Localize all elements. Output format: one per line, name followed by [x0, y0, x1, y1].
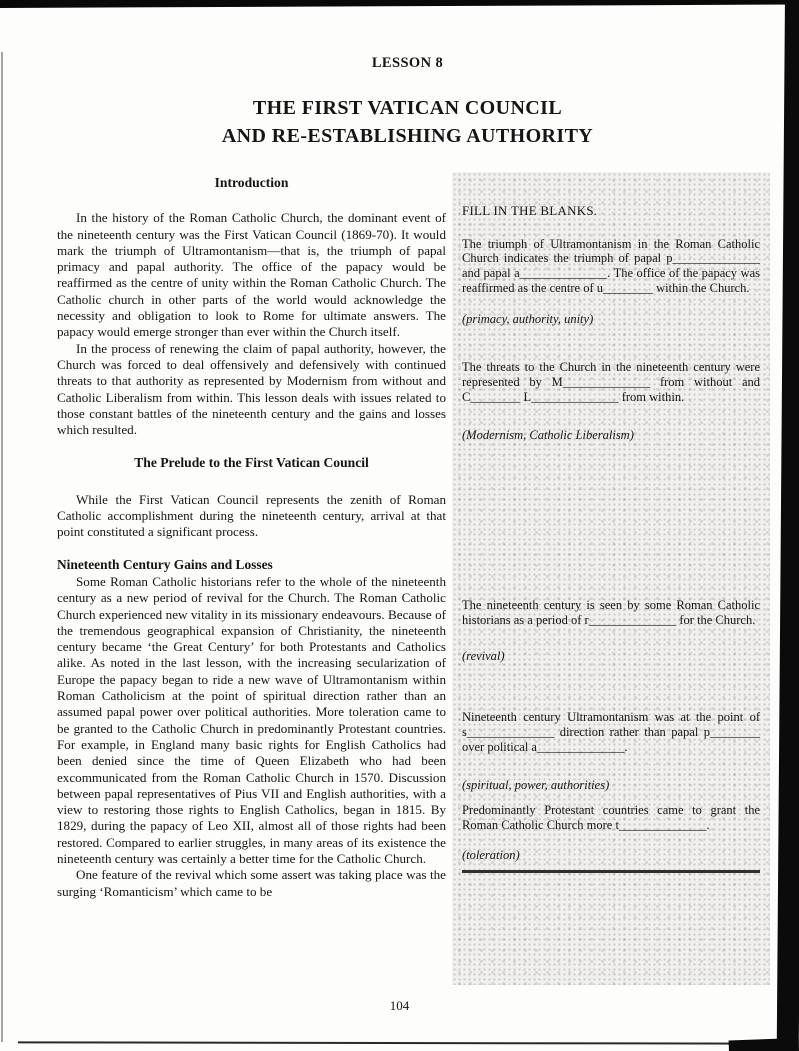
scan-edge-left [1, 52, 3, 1042]
page-title [45, 94, 770, 150]
page-title-line1: THE FIRST VATICAN COUNCIL [252, 97, 563, 119]
introduction-paragraph-2: In the process of renewing the claim of papal authority, however, the Church was forced to deal offensively and defensively with continued threats to that authority as represented by Modernism from without and Catholic Liberalism from within. This lesson deals with issues related to those constant battles of the nineteenth century and the gains and losses which resulted. [57, 340, 446, 438]
fill-in-the-blanks-box [452, 172, 770, 985]
page-header [45, 55, 770, 150]
exercise-2-answers: (Modernism, Catholic Liberalism) [462, 428, 634, 443]
exercise-1-answers: (primacy, authority, unity) [462, 311, 594, 326]
exercise-5-answers: (toleration) [462, 848, 520, 863]
exercise-4-text: Nineteenth century Ultramontanism was at the point of s______________ direction rather than papal p________ over political a______________. [462, 710, 760, 754]
body-text-column [57, 175, 446, 900]
exercise-1-text: The triumph of Ultramontanism in the Roman Catholic Church indicates the triumph of papal p______________ and papal a______________. The office of the papacy was reaffirmed as the centre of u________ within the Church. [462, 236, 760, 295]
exercise-3-answers: (revival) [462, 649, 505, 664]
page-number: 104 [389, 998, 410, 1013]
fill-in-the-blanks-heading: FILL IN THE BLANKS. [462, 204, 598, 218]
exercise-3-text: The nineteenth century is seen by some Roman Catholic historians as a period of r______________ for the Church. [462, 598, 760, 627]
prelude-paragraph: While the First Vatican Council represents the zenith of Roman Catholic accomplishment during the nineteenth century, arrival at that point constituted a significant process. [57, 491, 446, 540]
introduction-heading: Introduction [214, 175, 289, 190]
scan-edge-bottom [18, 1041, 776, 1044]
lesson-label: LESSON 8 [371, 55, 444, 71]
exercise-2-text: The threats to the Church in the nineteenth century were represented by M______________ from without and C________ L______________ from within. [462, 360, 760, 404]
gains-losses-heading: Nineteenth Century Gains and Losses [57, 556, 273, 572]
scan-edge-right [777, 0, 799, 1051]
exercise-divider-rule [462, 870, 760, 873]
exercise-4-answers: (spiritual, power, authorities) [462, 778, 610, 793]
scan-edge-bottom-right [729, 1038, 799, 1051]
page-title-line2: AND RE-ESTABLISHING AUTHORITY [221, 125, 594, 147]
gains-losses-paragraph: Some Roman Catholic historians refer to the whole of the nineteenth century as a new period of revival for the Church. The Roman Catholic Church experienced new vitality in its missionary endeavours. Because of the tremendous geographical expansion of Christianity, the nineteenth century became ‘the Great Century’ for both Protestants and Catholics alike. As noted in the last lesson, with the increasing secularization of Europe the papacy began to ride a new wave of Ultramontanism within Roman Catholicism at the point of spiritual direction rather than an assumed papal power over political authorities. More toleration came to be granted to the Catholic Church in predominantly Protestant countries. For example, in England many basic rights for English Catholics had been denied since the time of Queen Elizabeth who had been excommunicated from the Roman Catholic Church in 1570. Discussion between papal representatives of Pius VII and English authorities, with a view to restoring those rights to English Catholics, began in 1815. By 1829, during the papacy of Leo XII, almost all of those rights had been restored. Compared to earlier struggles, in many areas of its existence the nineteenth century was certainly a better time for the Catholic Church. [57, 573, 446, 866]
closing-paragraph: One feature of the revival which some assert was taking place was the surging ‘Romanticism’ which came to be [57, 867, 446, 899]
exercise-5-text: Predominantly Protestant countries came to grant the Roman Catholic Church more t______________. [462, 802, 760, 832]
prelude-heading: The Prelude to the First Vatican Council [134, 455, 369, 471]
introduction-paragraph-1: In the history of the Roman Catholic Church, the dominant event of the nineteenth century was the First Vatican Council (1869-70). It would mark the triumph of Ultramontanism—that is, the triumph of papal primacy and papal authority. The office of the papacy would be reaffirmed as the centre of unity within the Roman Catholic Church. The Catholic church in other parts of the world would acknowledge the necessity and obligation to look to Rome for ultimate answers. The papacy would emerge stronger than ever within the Church itself. [57, 210, 446, 340]
scan-edge-top [0, 0, 799, 8]
